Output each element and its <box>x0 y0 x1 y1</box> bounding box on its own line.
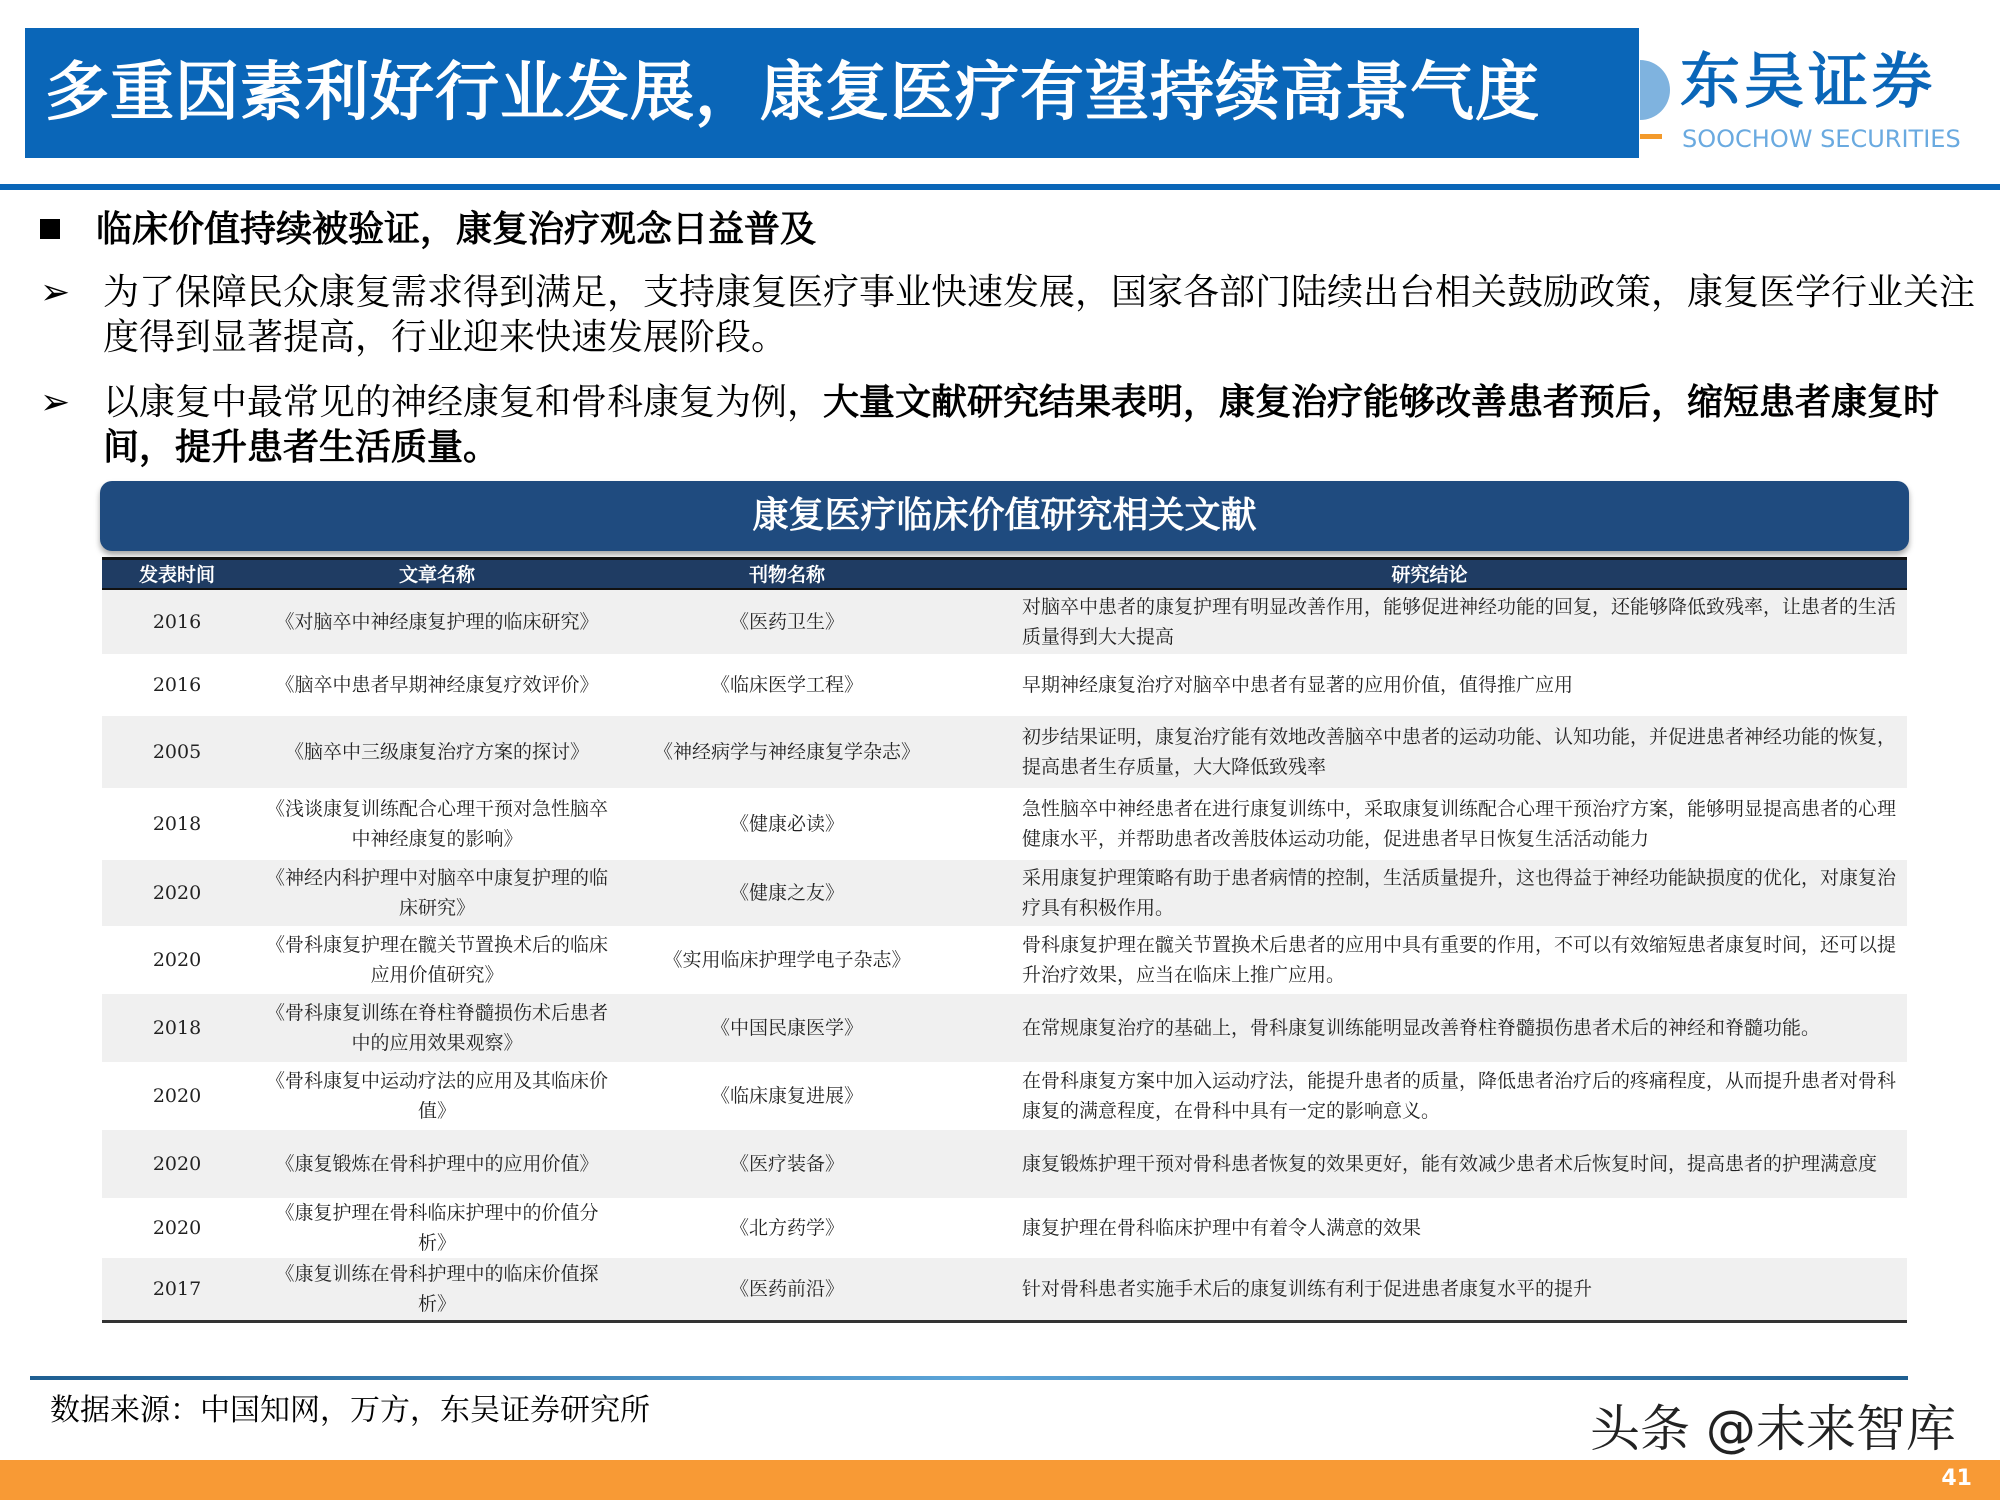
cell-year: 2016 <box>102 589 252 654</box>
cell-conclusion: 康复锻炼护理干预对骨科患者恢复的效果更好，能有效减少患者术后恢复时间，提高患者的护理满意度 <box>952 1130 1907 1198</box>
col-header-article: 文章名称 <box>252 559 622 589</box>
cell-article: 《神经内科护理中对脑卒中康复护理的临床研究》 <box>252 860 622 926</box>
arrow-bullet-icon: ➢ <box>40 272 71 313</box>
bullet-2 <box>40 380 1990 470</box>
cell-journal: 《实用临床护理学电子杂志》 <box>663 948 911 971</box>
logo-cn: 东吴证券 <box>1680 47 1936 117</box>
cell-year: 2020 <box>152 1084 202 1107</box>
table-row <box>102 654 1907 716</box>
bullet-1 <box>40 270 1990 360</box>
cell-article: 《骨科康复中运动疗法的应用及其临床价值》 <box>266 1069 609 1122</box>
literature-table <box>102 557 1907 1323</box>
table-row <box>102 1258 1907 1322</box>
cell-conclusion: 康复护理在骨科临床护理中有着令人满意的效果 <box>1022 1216 1422 1239</box>
table-title: 康复医疗临床价值研究相关文献 <box>100 481 1909 551</box>
cell-conclusion: 对脑卒中患者的康复护理有明显改善作用，能够促进神经功能的回复，还能够降低致残率，让患者的生活质量得到大大提高 <box>952 589 1907 654</box>
col-header-journal: 刊物名称 <box>622 559 952 589</box>
cell-journal: 《中国民康医学》 <box>622 994 952 1062</box>
square-bullet-icon <box>40 219 60 239</box>
table-row <box>102 716 1907 788</box>
cell-article: 《浅谈康复训练配合心理干预对急性脑卒中神经康复的影响》 <box>266 797 609 850</box>
table-row <box>102 860 1907 926</box>
watermark: 头条 @未来智库 <box>1590 1400 1956 1458</box>
cell-conclusion: 针对骨科患者实施手术后的康复训练有利于促进患者康复水平的提升 <box>952 1258 1907 1322</box>
cell-conclusion: 在骨科康复方案中加入运动疗法，能提升患者的质量，降低患者治疗后的疼痛程度，从而提升患者对骨科康复的满意程度，在骨科中具有一定的影响意义。 <box>1022 1069 1897 1122</box>
col-header-conclusion: 研究结论 <box>952 559 1907 589</box>
cell-journal: 《健康之友》 <box>622 860 952 926</box>
page-number: 41 <box>1941 1466 1972 1491</box>
cell-journal: 《医药前沿》 <box>622 1258 952 1322</box>
cell-article: 《骨科康复训练在脊柱脊髓损伤术后患者中的应用效果观察》 <box>252 994 622 1062</box>
cell-journal: 《健康必读》 <box>729 812 844 835</box>
cell-conclusion: 早期神经康复治疗对脑卒中患者有显著的应用价值，值得推广应用 <box>1022 673 1574 696</box>
cell-journal: 《医药卫生》 <box>622 589 952 654</box>
cell-year: 2017 <box>102 1258 252 1322</box>
table-row <box>102 1062 1907 1130</box>
table-row <box>102 589 1907 654</box>
logo-accent <box>1640 134 1662 139</box>
cell-year: 2020 <box>152 1216 202 1239</box>
cell-year: 2018 <box>102 994 252 1062</box>
logo-mark-icon <box>1640 60 1670 120</box>
cell-conclusion: 急性脑卒中神经患者在进行康复训练中，采取康复训练配合心理干预治疗方案，能够明显提高患者的心理健康水平，并帮助患者改善肢体运动功能，促进患者早日恢复生活活动能力 <box>1022 797 1897 850</box>
data-source: 数据来源：中国知网，万方，东吴证券研究所 <box>50 1393 650 1428</box>
cell-journal: 《临床康复进展》 <box>710 1084 863 1107</box>
cell-article: 《脑卒中三级康复治疗方案的探讨》 <box>252 716 622 788</box>
cell-year: 2020 <box>152 948 202 971</box>
footer-bar <box>0 1460 2000 1500</box>
bullet-1-text: 为了保障民众康复需求得到满足，支持康复医疗事业快速发展，国家各部门陆续出台相关鼓励政策，康复医学行业关注度得到显著提高，行业迎来快速发展阶段。 <box>103 272 1976 358</box>
cell-article: 《对脑卒中神经康复护理的临床研究》 <box>252 589 622 654</box>
arrow-bullet-icon: ➢ <box>40 382 71 423</box>
cell-year: 2018 <box>152 812 202 835</box>
cell-article: 《康复锻炼在骨科护理中的应用价值》 <box>252 1130 622 1198</box>
cell-journal: 《临床医学工程》 <box>710 673 863 696</box>
cell-article: 《骨科康复护理在髋关节置换术后的临床应用价值研究》 <box>266 933 609 986</box>
cell-year: 2016 <box>152 673 202 696</box>
cell-journal: 《北方药学》 <box>729 1216 844 1239</box>
table-row <box>102 1130 1907 1198</box>
cell-journal: 《神经病学与神经康复学杂志》 <box>622 716 952 788</box>
cell-conclusion: 采用康复护理策略有助于患者病情的控制，生活质量提升，这也得益于神经功能缺损度的优化，对康复治疗具有积极作用。 <box>952 860 1907 926</box>
cell-article: 《脑卒中患者早期神经康复疗效评价》 <box>275 673 599 696</box>
logo-en: SOOCHOW SECURITIES <box>1682 125 1961 153</box>
bullet-2-bold: 大量文献研究结果表明，康复治疗能够改善患者预后，缩短患者康复时间，提升患者生活质量。 <box>103 382 1940 468</box>
page-title: 多重因素利好行业发展，康复医疗有望持续高景气度 <box>25 28 1639 158</box>
footer-divider <box>30 1376 1908 1380</box>
header-divider <box>0 184 2000 190</box>
table-row <box>102 1198 1907 1258</box>
bullet-2-text <box>103 380 1990 470</box>
cell-article: 《康复护理在骨科临床护理中的价值分析》 <box>275 1201 599 1254</box>
bullet-2-normal: 以康复中最常见的神经康复和骨科康复为例， <box>103 382 824 423</box>
cell-conclusion: 在常规康复治疗的基础上，骨科康复训练能明显改善脊柱脊髓损伤患者术后的神经和脊髓功能。 <box>952 994 1907 1062</box>
soochow-logo <box>1640 46 1995 162</box>
table-row <box>102 926 1907 994</box>
section-heading-text: 临床价值持续被验证，康复治疗观念日益普及 <box>96 209 817 250</box>
col-header-year: 发表时间 <box>102 559 252 589</box>
section-heading <box>40 207 816 253</box>
cell-year: 2020 <box>102 860 252 926</box>
table-row <box>102 788 1907 860</box>
cell-year: 2005 <box>102 716 252 788</box>
cell-year: 2020 <box>102 1130 252 1198</box>
cell-journal: 《医疗装备》 <box>622 1130 952 1198</box>
cell-article: 《康复训练在骨科护理中的临床价值探析》 <box>252 1258 622 1322</box>
table-row <box>102 994 1907 1062</box>
cell-conclusion: 骨科康复护理在髋关节置换术后患者的应用中具有重要的作用，不可以有效缩短患者康复时间，还可以提升治疗效果，应当在临床上推广应用。 <box>1022 933 1897 986</box>
cell-conclusion: 初步结果证明，康复治疗能有效地改善脑卒中患者的运动功能、认知功能，并促进患者神经功能的恢复，提高患者生存质量，大大降低致残率 <box>952 716 1907 788</box>
